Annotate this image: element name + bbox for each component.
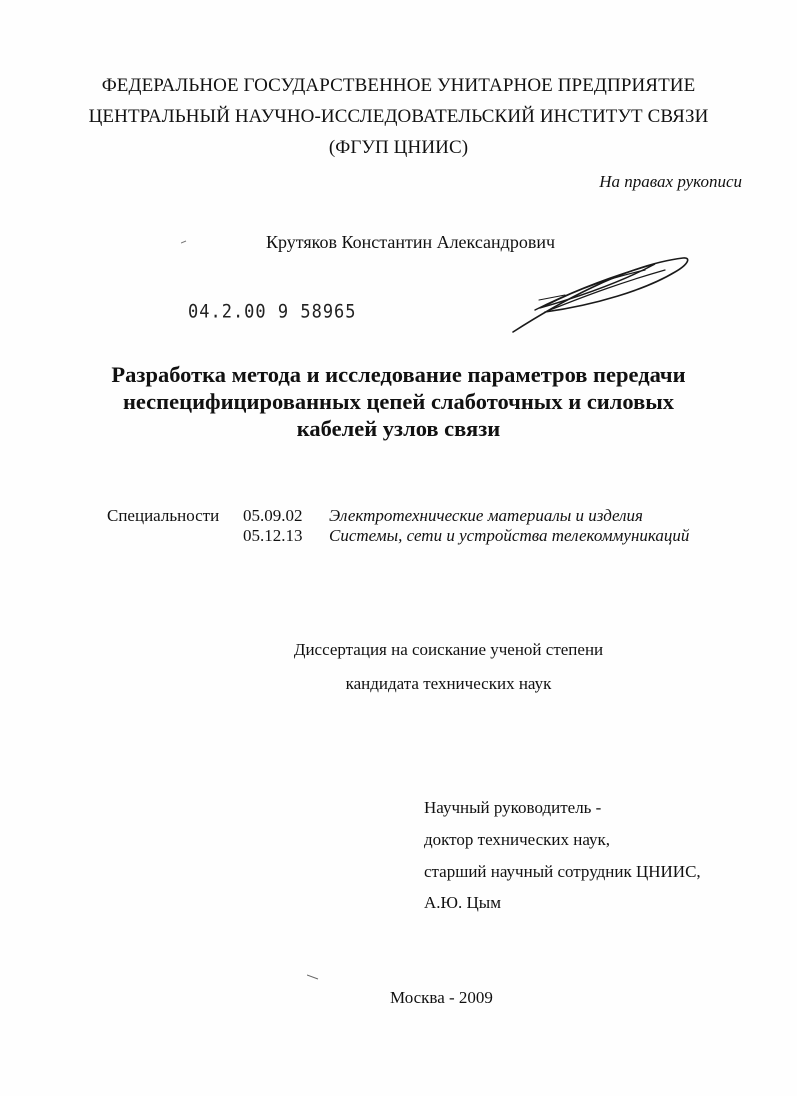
specialties-label: Специальности bbox=[107, 506, 220, 525]
title-line-3: кабелей узлов связи bbox=[296, 416, 501, 441]
dissertation-degree-line-1: Диссертация на соискание ученой степени bbox=[293, 640, 604, 659]
organization-abbreviation: (ФГУП ЦНИИС) bbox=[328, 137, 469, 158]
advisor-degree: доктор технических наук, bbox=[424, 830, 611, 849]
specialty-code: 05.12.13 bbox=[243, 526, 303, 545]
advisor-name: А.Ю. Цым bbox=[424, 893, 501, 912]
title-line-1: Разработка метода и исследование параметров передачи bbox=[111, 362, 686, 387]
registration-number: 04.2.00 9 58965 bbox=[188, 301, 357, 323]
scan-speck-mark bbox=[181, 240, 187, 244]
organization-name-line-2: ЦЕНТРАЛЬНЫЙ НАУЧНО-ИССЛЕДОВАТЕЛЬСКИЙ ИНСТИТУТ СВЯЗИ bbox=[88, 106, 709, 127]
title-line-2: неспецифицированных цепей слаботочных и силовых bbox=[122, 389, 675, 414]
rights-note: На правах рукописи bbox=[599, 172, 742, 191]
handwritten-signature bbox=[505, 250, 695, 340]
organization-name-line-1: ФЕДЕРАЛЬНОЕ ГОСУДАРСТВЕННОЕ УНИТАРНОЕ ПРЕДПРИЯТИЕ bbox=[101, 75, 696, 96]
specialty-name: Системы, сети и устройства телекоммуникаций bbox=[329, 526, 690, 545]
advisor-position: старший научный сотрудник ЦНИИС, bbox=[424, 862, 701, 881]
author-name: Крутяков Константин Александрович bbox=[266, 232, 556, 252]
specialty-code: 05.09.02 bbox=[243, 506, 303, 525]
city-year: Москва - 2009 bbox=[390, 988, 493, 1007]
scan-dash-mark bbox=[307, 974, 319, 980]
specialty-name: Электротехнические материалы и изделия bbox=[329, 506, 643, 525]
dissertation-degree-line-2: кандидата технических наук bbox=[345, 674, 552, 693]
advisor-role: Научный руководитель - bbox=[424, 798, 602, 817]
dissertation-title bbox=[0, 361, 797, 442]
